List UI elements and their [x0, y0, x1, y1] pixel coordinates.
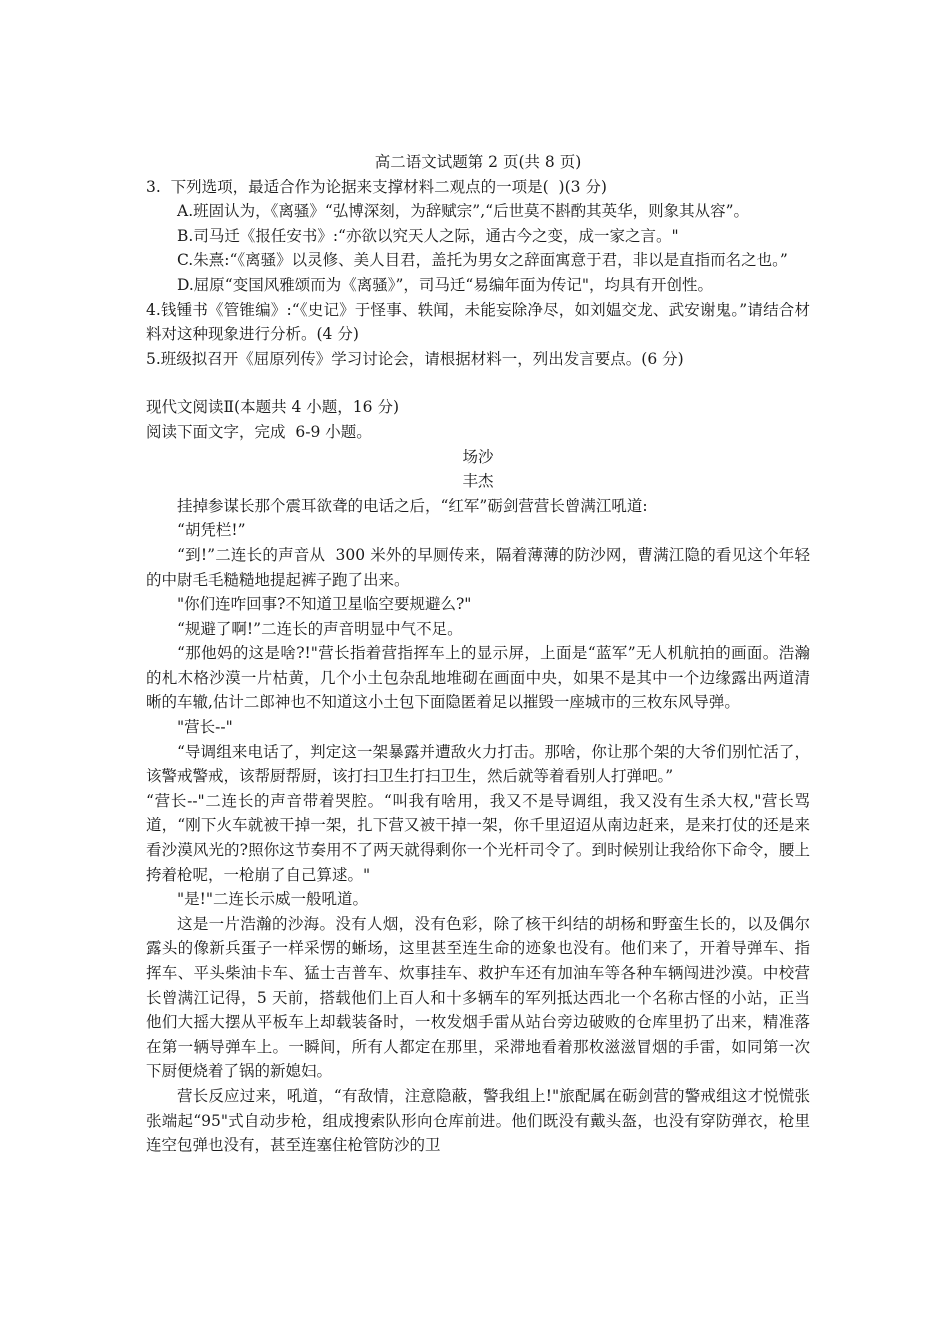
story-paragraph: "是!"二连长示威一般吼道。 [177, 890, 368, 909]
story-author: 丰杰 [462, 472, 494, 491]
section-spacer [146, 371, 810, 395]
page-header: 高二语文试题第 2 页(共 8 页) [374, 153, 582, 171]
story-paragraph: “到!”二连长的声音从 300 米外的早厕传来，隔着薄薄的防沙网，曹满江隐的看见这个年轻的中尉毛毛糙糙地提起裤子跑了出来。 [146, 545, 810, 589]
story-paragraph: “那他妈的这是啥?!"营长指着营指挥车上的显示屏，上面是“蓝军”无人机航拍的画面。浩瀚的札木格沙漠一片枯黄，几个小土包杂乱地堆砌在画面中央，如果不是其中一个边缘露出两道清晰的车辙,估计二郎神也不知道这小土包下面隐匿着足以摧毁一座城市的三枚东风导弹。 [146, 644, 810, 712]
question-4: 4.钱锺书《管锥编》:“《史记》于怪事、轶闻，未能妄除净尽，如刘媪交龙、武安谢鬼。”请结合材料对这种现象进行分析。(4 分) [146, 300, 810, 344]
story-paragraph: "营长--" [177, 718, 233, 737]
question-3-option-a: A.班固认为，《离骚》“弘博深刻，为辞赋宗”,“后世莫不斟酌其英华，则象其从容”。 [177, 202, 749, 221]
story-paragraph: “规避了啊!”二连长的声音明显中气不足。 [177, 619, 463, 638]
story-paragraph: "你们连咋回事?不知道卫星临空要规避么?" [177, 595, 472, 614]
story-paragraph: 这是一片浩瀚的沙海。没有人烟，没有色彩，除了核干纠结的胡杨和野蛮生长的，以及偶尔露头的像新兵蛋子一样采愣的蜥场，这里甚至连生命的迹象也没有。他们来了，开着导弹车、指挥车、平头柴油卡车、猛士吉普车、炊事挂车、救护车还有加油车等各种车辆闯进沙漠。中校营长曾满江记得，5 天前，搭载他们上百人和十多辆车的军列抵达西北一个名称古怪的小站，正当他们大摇大摆从平板车上却载装备时，一枚发烟手雷从站台旁边破败的仓库里扔了出来，精准落在第一辆导弹车上。一瞬间，所有人都定在那里，采滞地看着那枚滋滋冒烟的手雷，如同第一次下厨便烧着了锅的新媳妇。 [146, 914, 810, 1081]
question-3-option-b: B.司马迁《报任安书》:“亦欲以究天人之际，通古今之变，成一家之言。" [177, 226, 679, 245]
question-3-option-c: C.朱熹:“《离骚》以灵修、美人目君，盖托为男女之辞面寓意于君，非以是直指而名之也。” [177, 251, 788, 270]
story-paragraph: “胡凭栏!” [177, 521, 246, 540]
story-paragraph: 营长反应过来，吼道，“有敌情，注意隐蔽，警我组上!"旅配属在砺剑营的警戒组这才悦慌张张端起“95"式自动步枪，组成搜索队形向仓库前进。他们既没有戴头盔，也没有穿防弹衣，枪里连空包弹也没有，甚至连塞住枪管防沙的卫 [146, 1086, 810, 1155]
story-paragraph: “导调组来电话了，判定这一架暴露并遭敌火力打击。那啥，你让那个架的大爷们别忙活了，该警戒警戒，该帮厨帮厨，该打扫卫生打扫卫生，然后就等着看别人打弹吧。” [146, 742, 810, 786]
story-title: 场沙 [462, 447, 494, 466]
question-3: 3. 下列选项，最适合作为论据来支撑材料二观点的一项是( )(3 分) [146, 177, 607, 196]
story-paragraph: “营长--"二连长的声音带着哭腔。“叫我有啥用，我又不是导调组，我又没有生杀大权,"营长骂道，“刚下火车就被干掉一架，扎下营又被干掉一架，你千里迢迢从南边赶来，是来打仗的还是来看沙漠风光的?照你这节奏用不了两天就得剩你一个光杆司令了。到时候别让我给你下命令，腰上挎着枪呢，一枪崩了自己算逑。" [146, 791, 810, 884]
question-5: 5.班级拟召开《屈原列传》学习讨论会，请根据材料一，列出发言要点。(6 分) [146, 349, 684, 368]
section-instruction: 阅读下面文字，完成 6-9 小题。 [146, 422, 372, 441]
story-paragraph: 挂掉参谋长那个震耳欲聋的电话之后，“红军”砺剑营营长曾满江吼道: [177, 496, 648, 515]
section-title: 现代文阅读Ⅱ(本题共 4 小题，16 分) [146, 398, 399, 417]
question-3-option-d: D.屈原“变国风雅颂而为《离骚》”，司马迁“易编年面为传记"，均具有开创性。 [177, 275, 713, 294]
